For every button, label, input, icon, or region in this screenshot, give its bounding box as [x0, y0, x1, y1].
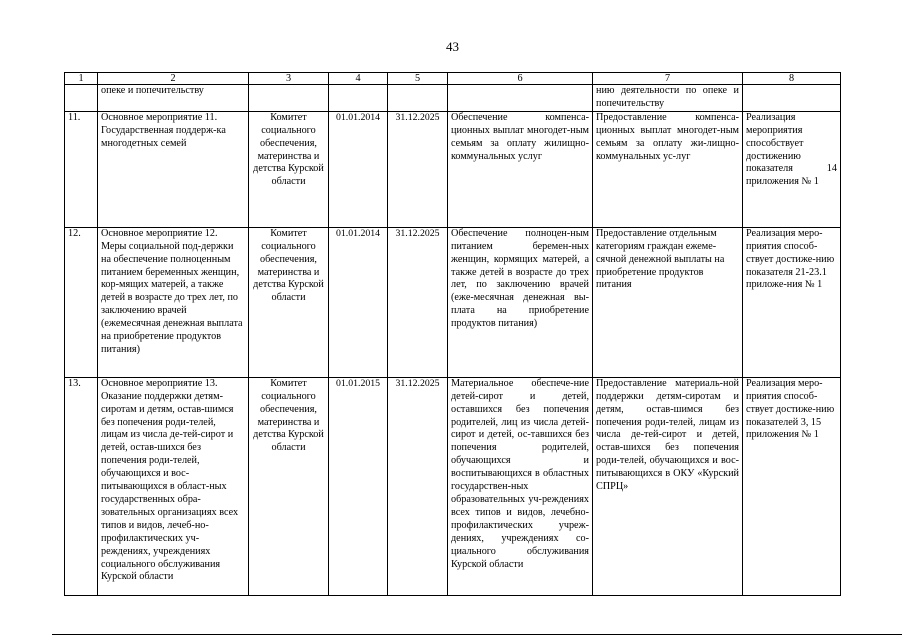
indicator-link: Реализация мероприятия способствует достижению показателя 14 приложения № 1 [743, 111, 841, 227]
header-cell: 3 [249, 73, 329, 85]
expected-result: Предоставление компенса-ционных выплат многодет-ным семьям за оплату жи-лищно-коммунальных ус-луг [593, 111, 743, 227]
start-date: 01.01.2014 [329, 111, 388, 227]
continuation-event-text: опеке и попечительству [98, 85, 249, 112]
page-number: 43 [446, 39, 459, 54]
start-date: 01.01.2015 [329, 377, 388, 595]
program-events-table [64, 72, 841, 596]
row-number: 12. [65, 227, 98, 377]
indicator-link: Реализация меро-приятия способ-ствует достиже-нию показателей 3, 15 приложения № 1 [743, 377, 841, 595]
expected-result: Предоставление отдельным категориям граждан ежеме-сячной денежной выплаты на приобретение продуктов питания [593, 227, 743, 377]
event-name: Основное мероприятие 11. Государственная поддерж-ка многодетных семей [98, 111, 249, 227]
event-name: Основное мероприятие 12. Меры социальной под-держки на обеспечение полноценным питанием беременных женщин, кор-мящих матерей, а также детей в возрасте до трех лет, по заключению врачей (ежемесячная денежная выплата на приобретение продуктов питания) [98, 227, 249, 377]
header-cell: 7 [593, 73, 743, 85]
header-cell: 8 [743, 73, 841, 85]
expected-result: Предоставление материаль-ной поддержки детям-сиротам и детям, остав-шимся без попечения роди-телей, лицам из числа де-тей-сирот и детей, остав-шихся без попечения роди-телей, обучающихся и вос-питывающихся в ОКУ «Курский СПРЦ» [593, 377, 743, 595]
end-date: 31.12.2025 [388, 227, 448, 377]
header-cell: 4 [329, 73, 388, 85]
event-content: Материальное обеспече-ние детей-сирот и детей, оставшихся без попечения родителей, лиц из числа детей-сирот и детей, ос-тавшихся без попечения родителей, обучающихся и воспитывающихся в областных государствен-ных образовательных уч-реждениях всех типов и видов, лечебно-профилактических учреж-дениях, учреждениях со-циального обслуживания Курской области [448, 377, 593, 595]
table-row [65, 227, 841, 377]
start-date: 01.01.2014 [329, 227, 388, 377]
continuation-result-text: нию деятельности по опеке и попечительству [593, 85, 743, 112]
header-cell: 5 [388, 73, 448, 85]
executor: Комитет социального обеспечения, материнства и детства Курской области [249, 111, 329, 227]
indicator-link: Реализация меро-приятия способ-ствует достиже-нию показателя 21-23.1 приложе-ния № 1 [743, 227, 841, 377]
header-cell: 1 [65, 73, 98, 85]
event-content: Обеспечение компенса-ционных выплат многодет-ным семьям за оплату жилищно-коммунальных услуг [448, 111, 593, 227]
event-content: Обеспечение полноцен-ным питанием беремен-ных женщин, кормящих матерей, а также детей в возрасте до трех лет, по заключению врачей (еже-месячная денежная вы-плата на приобретение продуктов питания) [448, 227, 593, 377]
end-date: 31.12.2025 [388, 111, 448, 227]
end-date: 31.12.2025 [388, 377, 448, 595]
table-row [65, 377, 841, 595]
continuation-row [65, 85, 841, 112]
header-cell: 2 [98, 73, 249, 85]
page-bottom-rule [52, 634, 902, 635]
event-name: Основное мероприятие 13. Оказание поддержки детям-сиротам и детям, остав-шимся без попечения роди-телей, лицам из числа де-тей-сирот и детей, остав-шихся без попечения роди-телей, обучающихся и вос-питывающихся в област-ных государственных обра-зовательных организациях всех типов и видов, лечеб-но-профилактических уч-реждениях, учреждениях социального обслуживания Курской области [98, 377, 249, 595]
row-number: 11. [65, 111, 98, 227]
executor: Комитет социального обеспечения, материнства и детства Курской области [249, 377, 329, 595]
table-row [65, 111, 841, 227]
header-cell: 6 [448, 73, 593, 85]
table-header-row [65, 73, 841, 85]
row-number: 13. [65, 377, 98, 595]
executor: Комитет социального обеспечения, материнства и детства Курской области [249, 227, 329, 377]
